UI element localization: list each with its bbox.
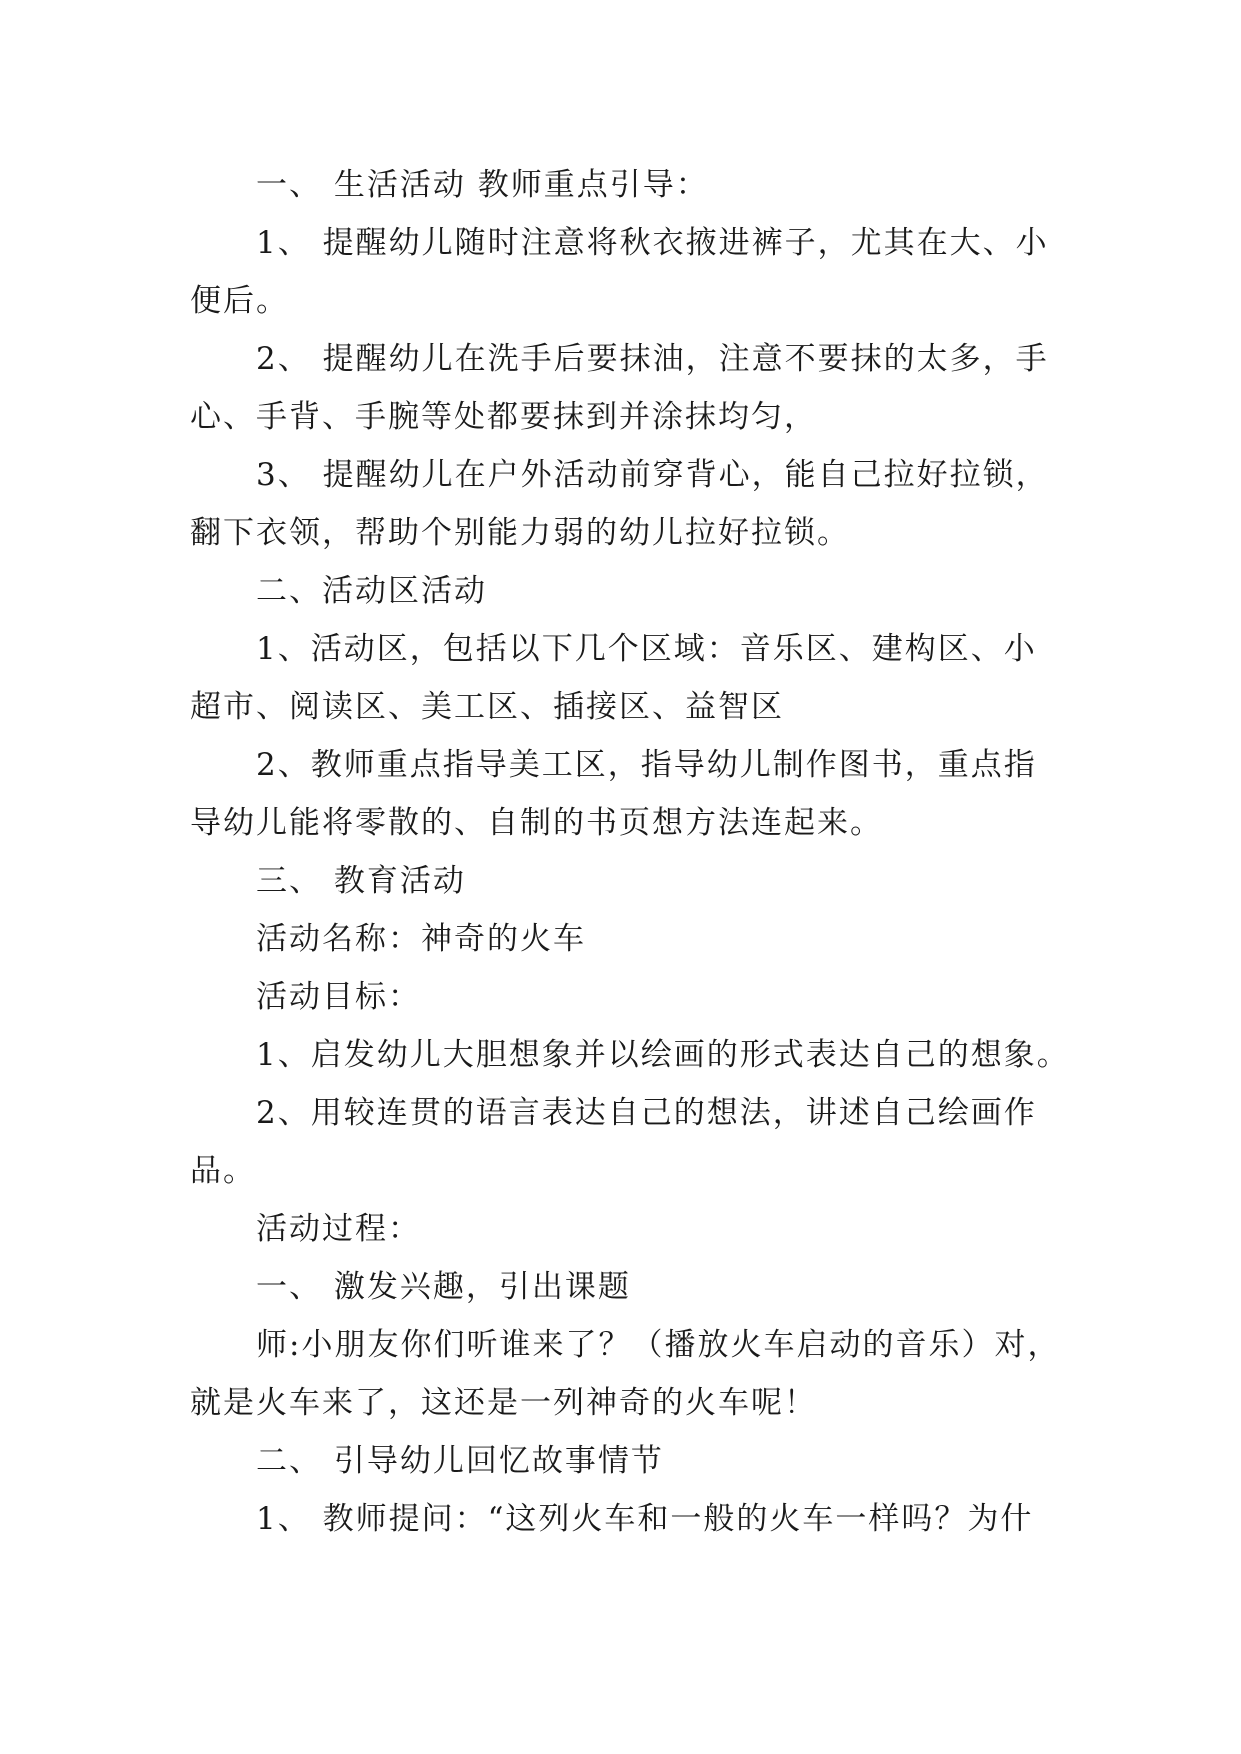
heading-education-activity: 三、 教育活动 bbox=[256, 863, 466, 899]
paragraph-line: 2、 提醒幼儿在洗手后要抹油，注意不要抹的太多，手 bbox=[256, 341, 1049, 377]
paragraph-line: 超市、阅读区、美工区、插接区、益智区 bbox=[190, 689, 784, 725]
paragraph-line: 翻下衣领，帮助个别能力弱的幼儿拉好拉锁。 bbox=[190, 515, 850, 551]
paragraph-line: 就是火车来了，这还是一列神奇的火车呢！ bbox=[190, 1385, 817, 1421]
paragraph-line: 1、 教师提问：“这列火车和一般的火车一样吗？为什 bbox=[256, 1501, 1034, 1537]
paragraph-line: 1、启发幼儿大胆想象并以绘画的形式表达自己的想象。 bbox=[256, 1037, 1070, 1073]
paragraph-line: 1、 提醒幼儿随时注意将秋衣掖进裤子，尤其在大、小 bbox=[256, 225, 1049, 261]
paragraph-line: 2、教师重点指导美工区，指导幼儿制作图书，重点指 bbox=[256, 747, 1037, 783]
document-body bbox=[190, 156, 1070, 1548]
heading-area-activity: 二、活动区活动 bbox=[256, 573, 487, 609]
activity-name: 活动名称：神奇的火车 bbox=[256, 921, 586, 957]
heading-activity-goals: 活动目标： bbox=[256, 979, 421, 1015]
paragraph-line: 便后。 bbox=[190, 283, 289, 319]
heading-activity-process: 活动过程： bbox=[256, 1211, 421, 1247]
heading-step-two: 二、 引导幼儿回忆故事情节 bbox=[256, 1443, 664, 1479]
heading-step-one: 一、 激发兴趣，引出课题 bbox=[256, 1269, 631, 1305]
paragraph-line: 3、 提醒幼儿在户外活动前穿背心，能自己拉好拉锁， bbox=[256, 457, 1049, 493]
paragraph-line: 师:小朋友你们听谁来了？（播放火车启动的音乐）对， bbox=[256, 1327, 1061, 1363]
paragraph-line: 心、手背、手腕等处都要抹到并涂抹均匀， bbox=[190, 399, 817, 435]
paragraph-line: 1、活动区，包括以下几个区域：音乐区、建构区、小 bbox=[256, 631, 1037, 667]
heading-life-activity: 一、 生活活动 教师重点引导： bbox=[256, 167, 709, 203]
paragraph-line: 导幼儿能将零散的、自制的书页想方法连起来。 bbox=[190, 805, 883, 841]
paragraph-line: 品。 bbox=[190, 1153, 256, 1189]
paragraph-line: 2、用较连贯的语言表达自己的想法，讲述自己绘画作 bbox=[256, 1095, 1037, 1131]
